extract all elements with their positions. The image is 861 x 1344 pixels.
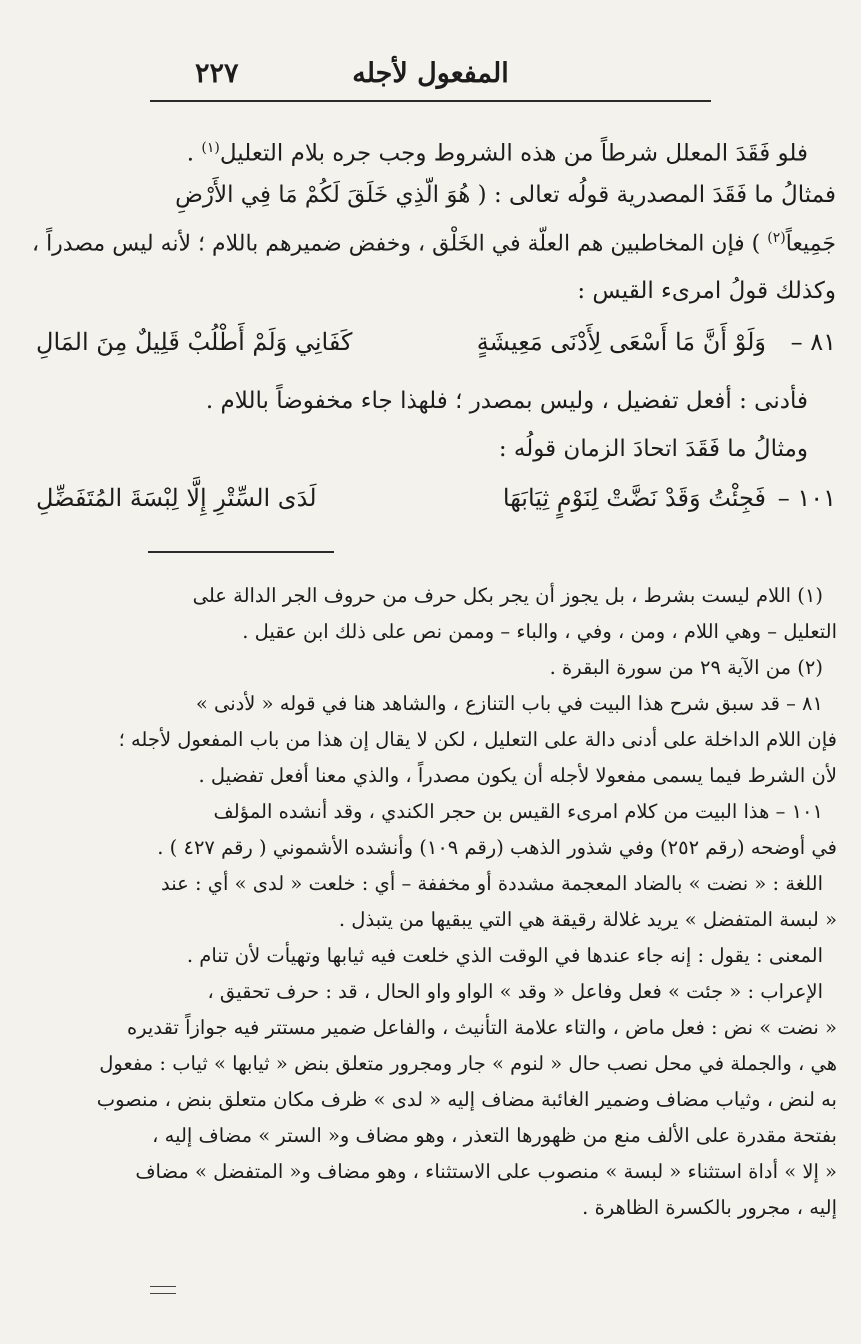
text-line xyxy=(28,230,836,256)
text-segment: ) فإن المخاطبين هم العلّة في الخَلْق ، وخفض ضميرهم باللام ؛ لأنه ليس مصدراً ، xyxy=(31,231,768,257)
text-line: فأدنى : أفعل تفضيل ، وليس بمصدر ؛ فلهذا جاء مخفوضاً باللام . xyxy=(205,388,808,414)
footnote-line: المعنى : يقول : إنه جاء عندها في الوقت الذي خلعت فيه ثيابها وتهيأت لأن تنام . xyxy=(186,944,823,967)
page-header xyxy=(150,52,711,102)
text-line: ومثالُ ما فَقَدَ اتحادَ الزمان قولُه : xyxy=(498,436,808,462)
header-rule xyxy=(150,100,711,102)
verse-first-hemistich: وَلَوْ أَنَّ مَا أَسْعَى لِأَدْنَى مَعِيشَةٍ xyxy=(476,328,766,356)
end-of-page-mark xyxy=(150,1286,176,1294)
verse-number: ٨١ – xyxy=(790,328,836,356)
footnote-line: اللغة : « نضت » بالضاد المعجمة مشددة أو مخففة – أي : خلعت « لدى » أي : عند xyxy=(161,872,823,895)
footnote-line: لأن الشرط فيما يسمى مفعولا لأجله أن يكون مصدراً ، والذي معنا أفعل تفضيل . xyxy=(198,764,837,787)
footnote-ref[interactable]: (١) xyxy=(201,140,220,156)
footnote-line: (٢) من الآية ٢٩ من سورة البقرة . xyxy=(549,656,823,679)
footnote-line: إليه ، مجرور بالكسرة الظاهرة . xyxy=(582,1196,837,1219)
text-segment: . xyxy=(186,140,202,167)
footnote-separator xyxy=(148,551,334,553)
footnote-line: الإعراب : « جئت » فعل وفاعل « وقد » الواو واو الحال ، قد : حرف تحقيق ، xyxy=(207,980,823,1003)
text-segment: جَمِيعاً xyxy=(785,231,836,257)
page-number: ٢٢٧ xyxy=(195,58,239,89)
footnote-line: بفتحة مقدرة على الألف منع من ظهورها التعذر ، وهو مضاف و« الستر » مضاف إليه ، xyxy=(152,1124,837,1147)
footnote-line: به لنض ، وثياب مضاف وضمير الغائبة مضاف إليه « لدى » ظرف مكان متعلق بنض ، منصوب xyxy=(96,1088,837,1111)
footnote-line: « إلا » أداة استثناء « لبسة » منصوب على الاستثناء ، وهو مضاف و« المتفضل » مضاف xyxy=(135,1160,837,1183)
footnote-line: (١) اللام ليست بشرط ، بل يجوز أن يجر بكل حرف من حروف الجر الدالة على xyxy=(192,584,823,607)
footnote-line: في أوضحه (رقم ٢٥٢) وفي شذور الذهب (رقم ١٠٩) وأنشده الأشموني ( رقم ٤٢٧ ) . xyxy=(157,836,837,859)
footnote-line: « نضت » نض : فعل ماض ، والتاء علامة التأنيث ، والفاعل ضمير مستتر فيه جوازاً تقديره xyxy=(126,1016,837,1039)
footnote-line: ٨١ – قد سبق شرح هذا البيت في باب التنازع ، والشاهد هنا في قوله « لأدنى » xyxy=(195,692,823,715)
page-title: المفعول لأجله xyxy=(352,58,509,89)
text-line: وكذلك قولُ امرىء القيس : xyxy=(577,278,836,304)
text-line xyxy=(28,140,808,167)
footnote-line: « لبسة المتفضل » يريد غلالة رقيقة هي التي يبقيها من يتبذل . xyxy=(338,908,837,931)
verse-number: ١٠١ – xyxy=(777,484,836,512)
footnote-line: التعليل – وهي اللام ، ومن ، وفي ، والباء – وممن نص على ذلك ابن عقيل . xyxy=(242,620,837,643)
verse-second-hemistich: كَفَانِي وَلَمْ أَطْلُبْ قَلِيلٌ مِنَ المَالِ xyxy=(36,328,353,356)
footnote-line: هي ، والجملة في محل نصب حال « لنوم » جار ومجرور متعلق بنض « ثيابها » ثياب : مفعول xyxy=(99,1052,837,1075)
verse-first-hemistich: فَجِئْتُ وَقَدْ نَضَّتْ لِنَوْمٍ ثِيَابَهَا xyxy=(502,484,766,512)
text-segment: فلو فَقَدَ المعلل شرطاً من هذه الشروط وجب جره بلام التعليل xyxy=(219,140,808,167)
text-line: فمثالُ ما فَقَدَ المصدرية قولُه تعالى : ( هُوَ الّذِي خَلَقَ لَكُمْ مَا فِي الأَرْضِ xyxy=(175,182,836,208)
footnote-ref[interactable]: (٢) xyxy=(767,230,786,246)
footnote-line: ١٠١ – هذا البيت من كلام امرىء القيس بن حجر الكندي ، وقد أنشده المؤلف xyxy=(213,800,823,823)
verse-second-hemistich: لَدَى السِّتْرِ إِلَّا لِبْسَةَ المُتَفَضِّلِ xyxy=(36,484,317,512)
footnote-line: فإن اللام الداخلة على أدنى دالة على التعليل ، لكن لا يقال إن هذا من باب المفعول لأجله ؛ xyxy=(118,728,837,751)
